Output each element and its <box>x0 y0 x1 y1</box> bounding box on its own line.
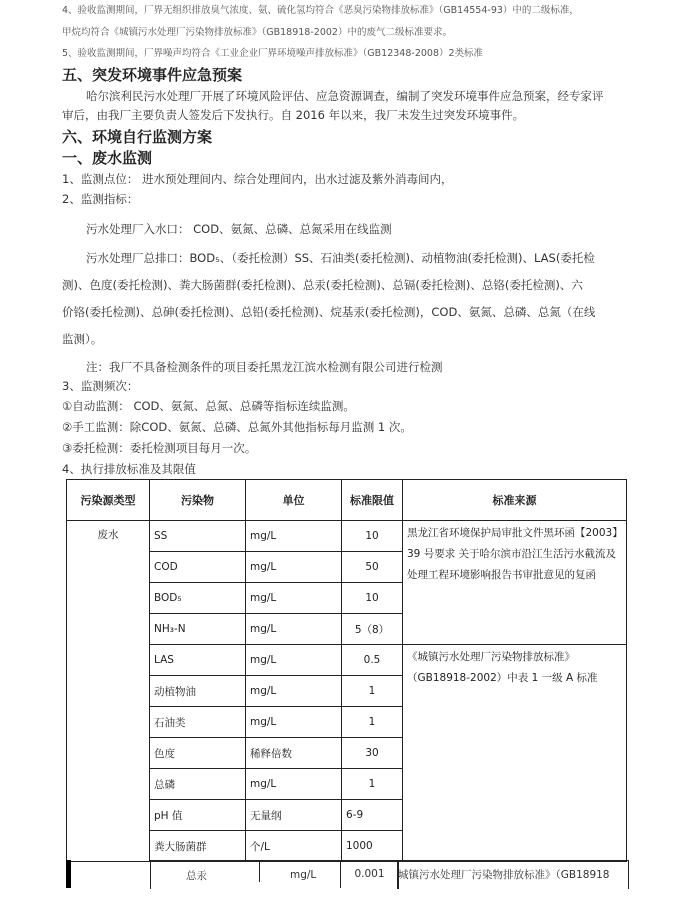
limit-cell: 0.5 <box>342 645 403 676</box>
source-type-cell: 废水 <box>67 521 150 862</box>
unit-cell: mg/L <box>246 645 342 676</box>
unit-cell: mg/L <box>246 707 342 738</box>
standard-source-cell: 城镇污水处理厂污染物排放标准》（GB18918 <box>397 860 629 889</box>
body-line: 4、验收监测期间，厂界无组织排放臭气浓度、氨、硫化氢均符合《恶臭污染物排放标准》（GB14554-93）中的二级标准， <box>62 5 579 16</box>
pollutant-cell: NH₃-N <box>150 614 246 645</box>
unit-cell: mg/L <box>246 552 342 583</box>
unit-cell: mg/L <box>246 676 342 707</box>
paragraph-line: 哈尔滨利民污水处理厂开展了环境风险评估、应急资源调查，编制了突发环境事件应急预案，经专家评 <box>86 89 604 103</box>
list-item: ③委托检测：委托检测项目每月一次。 <box>62 441 257 455</box>
column-header: 标准限值 <box>342 480 403 521</box>
column-header: 标准来源 <box>403 480 627 521</box>
section-heading: 五、突发环境事件应急预案 <box>62 66 243 84</box>
list-item: 3、监测频次： <box>62 379 139 393</box>
unit-cell: mg/L <box>246 583 342 614</box>
list-item: ②手工监测：除COD、氨氮、总磷、总氮外其他指标每月监测 1 次。 <box>62 420 412 434</box>
limit-cell: 0.001 <box>340 860 398 888</box>
limit-cell: 10 <box>342 583 403 614</box>
pollutant-cell: pH 值 <box>150 800 246 831</box>
emission-standards-table <box>66 479 627 862</box>
standard-source-cell: 《城镇污水处理厂污染物排放标准》（GB18918-2002）中表 1 一级 A 标准 <box>403 645 627 862</box>
unit-cell: 个/L <box>246 831 342 862</box>
unit-cell: mg/L <box>246 521 342 552</box>
column-header: 单位 <box>246 480 342 521</box>
pollutant-cell: 石油类 <box>150 707 246 738</box>
paragraph-line: 价铬(委托检测)、总砷(委托检测)、总铅(委托检测)、烷基汞(委托检测)，COD、氨氮、总磷、总氮（在线 <box>62 305 596 319</box>
limit-cell: 5（8） <box>342 614 403 645</box>
unit-cell: mg/L <box>259 861 316 882</box>
standard-source-cell: 黑龙江省环境保护局审批文件黑环函【2003】39 号要求 关于哈尔滨市沿江生活污水截流及处理工程环境影响报告书审批意见的复函 <box>403 521 627 645</box>
unit-cell: 稀释倍数 <box>246 738 342 769</box>
body-line: 甲烷均符合《城镇污水处理厂污染物排放标准》（GB18918-2002）中的废气二级标准要求。 <box>62 27 452 38</box>
limit-cell: 1 <box>342 707 403 738</box>
column-header: 污染物 <box>150 480 246 521</box>
paragraph-line: 污水处理厂总排口：BOD₅、（委托检测）SS、石油类(委托检测)、动植物油(委托检测)、LAS(委托检 <box>86 251 595 265</box>
limit-cell: 10 <box>342 521 403 552</box>
paragraph-line: 监测）。 <box>62 332 103 346</box>
limit-cell: 6-9 <box>342 800 403 831</box>
section-heading: 六、环境自行监测方案 <box>62 128 213 146</box>
pollutant-cell: 色度 <box>150 738 246 769</box>
body-line: 5、验收监测期间，厂界噪声均符合《工业企业厂界环境噪声排放标准》（GB12348-2008）2类标准 <box>62 48 484 59</box>
pollutant-cell: COD <box>150 552 246 583</box>
limit-cell: 1 <box>342 769 403 800</box>
column-header: 污染源类型 <box>67 480 150 521</box>
table-header-row <box>67 480 627 521</box>
list-item: 4、执行排放标准及其限值 <box>62 462 196 476</box>
unit-cell: 无量纲 <box>246 800 342 831</box>
unit-cell: mg/L <box>246 769 342 800</box>
pollutant-cell: BOD₅ <box>150 583 246 614</box>
subsection-heading: 一、废水监测 <box>62 149 153 167</box>
pollutant-cell: 总汞 <box>186 870 207 882</box>
paragraph-line: 审后，由我厂主要负责人签发后下发执行。自 2016 年以来，我厂未发生过突发环境事件。 <box>62 108 525 122</box>
table-edge-bar <box>66 860 71 888</box>
list-item: 2、监测指标： <box>62 192 139 206</box>
pollutant-cell: SS <box>150 521 246 552</box>
list-item: ①自动监测： COD、氨氮、总氮、总磷等指标连续监测。 <box>62 399 355 413</box>
note-line: 注：我厂不具备检测条件的项目委托黑龙江滨水检测有限公司进行检测 <box>86 360 443 374</box>
table-row <box>67 645 627 676</box>
table-row <box>67 521 627 552</box>
unit-cell: mg/L <box>246 614 342 645</box>
limit-cell: 50 <box>342 552 403 583</box>
limit-cell: 30 <box>342 738 403 769</box>
list-item: 1、监测点位： 进水预处理间内、综合处理间内，出水过滤及紫外消毒间内， <box>62 172 453 186</box>
paragraph-line: 污水处理厂入水口： COD、氨氮、总磷、总氮采用在线监测 <box>86 222 392 236</box>
pollutant-cell: 动植物油 <box>150 676 246 707</box>
pollutant-cell: LAS <box>150 645 246 676</box>
limit-cell: 1 <box>342 676 403 707</box>
paragraph-line: 测)、色度(委托检测)、粪大肠菌群(委托检测)、总汞(委托检测)、总镉(委托检测)、总铬(委托检测)、六 <box>62 278 583 292</box>
pollutant-cell: 粪大肠菌群 <box>150 831 246 862</box>
limit-cell: 1000 <box>342 831 403 862</box>
pollutant-cell: 总磷 <box>150 769 246 800</box>
